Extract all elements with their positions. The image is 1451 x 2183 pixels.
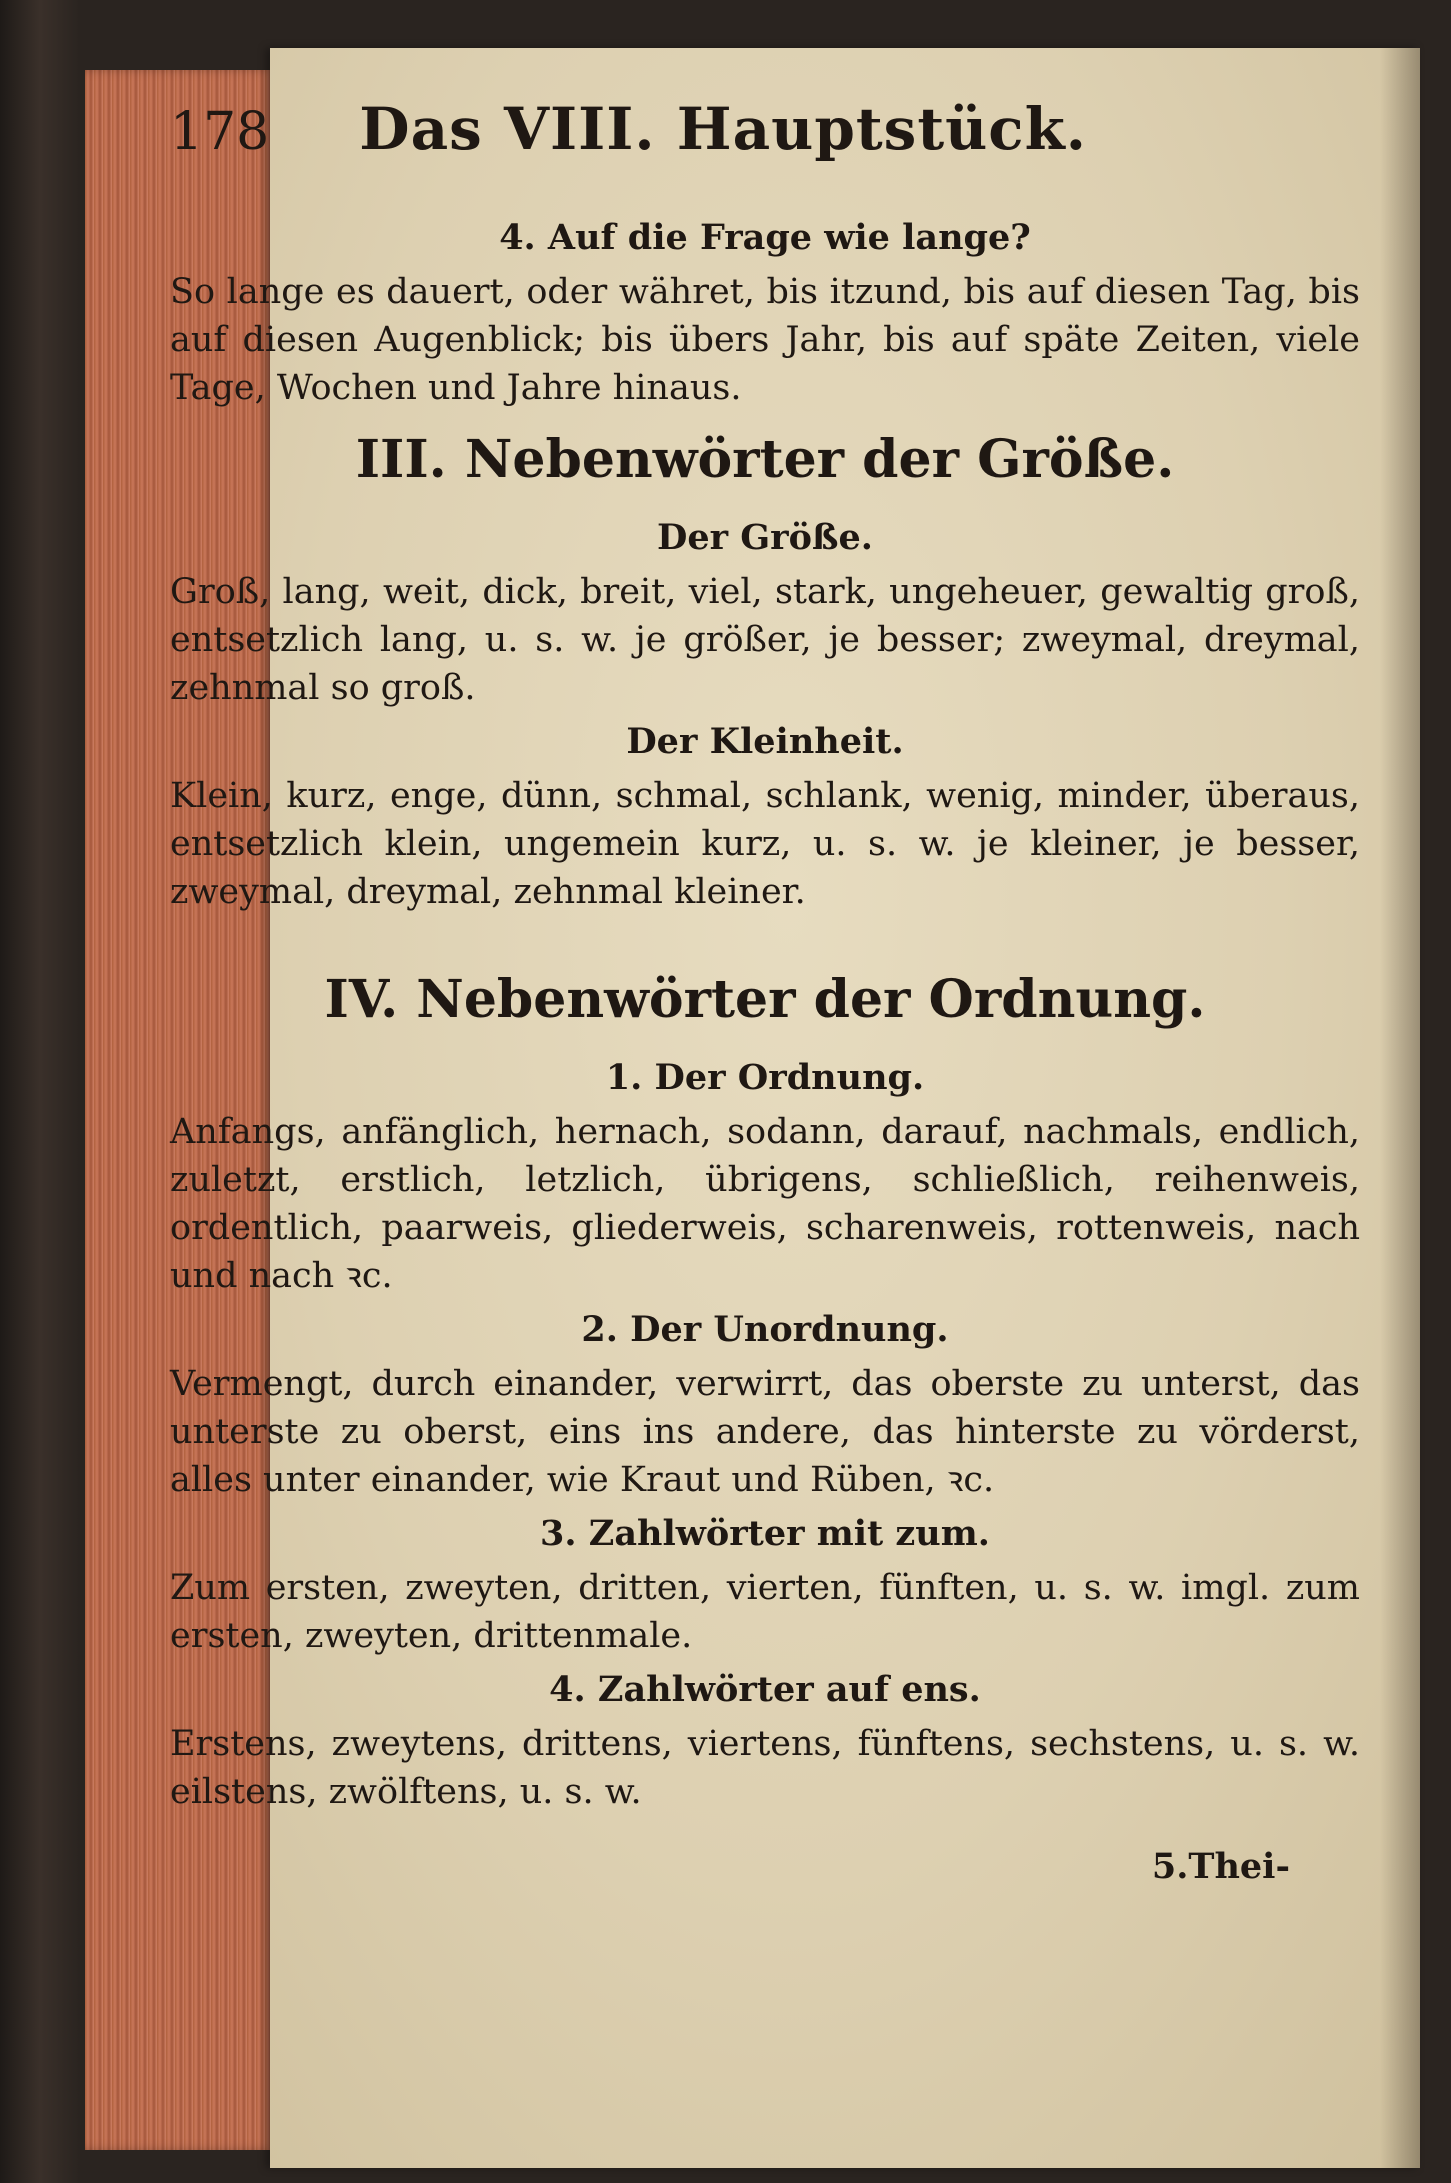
- section-title: III. Nebenwörter der Größe.: [355, 429, 1175, 490]
- paragraph: Groß, lang, weit, dick, breit, viel, stark, ungeheuer, gewaltig groß, entsetzlich lang, u. s. w. je größer, je besser; zweymal, dreymal, zehnmal so groß.: [170, 572, 1360, 708]
- running-head: [170, 95, 1360, 208]
- subsection-heading: 1. Der Ordnung.: [605, 1057, 925, 1098]
- subsection-heading: 4. Auf die Frage wie lange?: [499, 217, 1031, 258]
- catch-word: 5.Thei-: [1151, 1846, 1290, 1887]
- paragraph: Erstens, zweytens, drittens, viertens, fünftens, sechstens, u. s. w. eilstens, zwölftens, u. s. w.: [170, 1724, 1360, 1812]
- page-number: 178: [170, 102, 270, 162]
- subsection-heading: 2. Der Unordnung.: [581, 1309, 949, 1350]
- subsection-heading: 4. Zahlwörter auf ens.: [549, 1669, 981, 1710]
- paragraph: Anfangs, anfänglich, hernach, sodann, darauf, nachmals, endlich, zuletzt, erstlich, letzlich, übrigens, schließlich, reihenweis, ordentlich, paarweis, gliederweis, scharenweis, rottenweis, nach und nach ꝛc.: [170, 1112, 1360, 1296]
- paragraph: Zum ersten, zweyten, dritten, vierten, fünften, u. s. w. imgl. zum ersten, zweyten, drittenmale.: [170, 1568, 1360, 1656]
- subsection-heading: Der Kleinheit.: [626, 721, 904, 762]
- chapter-title: Das VIII. Hauptstück.: [359, 95, 1087, 163]
- section-title: IV. Nebenwörter der Ordnung.: [324, 969, 1206, 1030]
- subsection-heading: Der Größe.: [657, 517, 873, 558]
- paragraph: So lange es dauert, oder währet, bis itzund, bis auf diesen Tag, bis auf diesen Augenblick; bis übers Jahr, bis auf späte Zeiten, viele Tage, Wochen und Jahre hinaus.: [170, 272, 1360, 408]
- paragraph: Klein, kurz, enge, dünn, schmal, schlank, wenig, minder, überaus, entsetzlich klein, ungemein kurz, u. s. w. je kleiner, je besser, zweymal, dreymal, zehnmal kleiner.: [170, 776, 1360, 912]
- paragraph: Vermengt, durch einander, verwirrt, das oberste zu unterst, das unterste zu oberst, eins ins andere, das hinterste zu vörderst, alles unter einander, wie Kraut und Rüben, ꝛc.: [170, 1364, 1360, 1500]
- text-block: [170, 95, 1360, 1887]
- subsection-heading: 3. Zahlwörter mit zum.: [540, 1513, 990, 1554]
